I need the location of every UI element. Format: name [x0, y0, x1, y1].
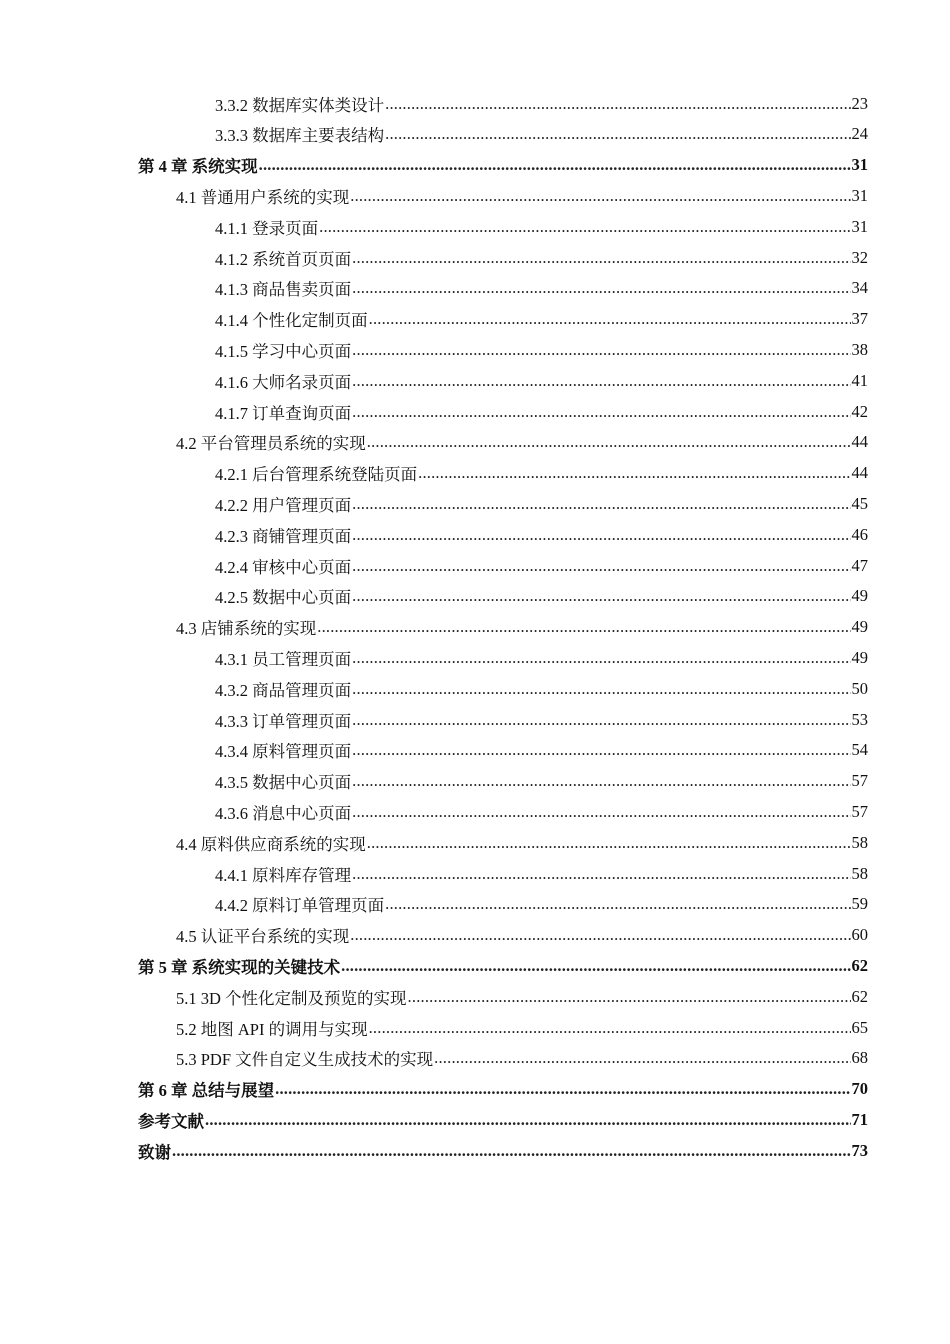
- toc-entry[interactable]: [138, 950, 868, 981]
- toc-entry-page-number: 50: [851, 678, 868, 698]
- toc-entry-page-number: 57: [851, 801, 868, 821]
- toc-dot-leader: [352, 340, 850, 360]
- toc-dot-leader: [352, 371, 850, 391]
- toc-entry[interactable]: [215, 673, 868, 704]
- toc-entry-title: 5.3 PDF 文件自定义生成技术的实现: [176, 1050, 434, 1070]
- toc-entry[interactable]: [215, 642, 868, 673]
- toc-entry-title: 3.3.3 数据库主要表结构: [215, 126, 385, 146]
- toc-entry-title: 4.3.3 订单管理页面: [215, 711, 352, 731]
- toc-entry-page-number: 45: [851, 493, 868, 513]
- toc-entry-page-number: 44: [851, 463, 868, 483]
- toc-entry[interactable]: [215, 211, 868, 242]
- toc-entry-page-number: 44: [851, 432, 868, 452]
- toc-entry[interactable]: [215, 858, 868, 889]
- toc-dot-leader: [352, 525, 850, 545]
- toc-entry-title: 4.2.2 用户管理页面: [215, 495, 352, 515]
- toc-entry-title: 第 6 章 总结与展望: [138, 1081, 275, 1101]
- toc-entry-title: 4.1.6 大师名录页面: [215, 372, 352, 392]
- toc-entry-title: 4.3 店铺系统的实现: [176, 619, 317, 639]
- toc-entry-page-number: 31: [851, 155, 868, 175]
- toc-entry-title: 4.5 认证平台系统的实现: [176, 927, 350, 947]
- toc-entry-page-number: 49: [851, 617, 868, 637]
- toc-dot-leader: [350, 925, 850, 945]
- toc-entry-title: 4.2.5 数据中心页面: [215, 588, 352, 608]
- toc-dot-leader: [350, 186, 850, 206]
- toc-entry-title: 4.1.1 登录页面: [215, 218, 319, 238]
- toc-dot-leader: [172, 1141, 851, 1161]
- toc-dot-leader: [352, 771, 850, 791]
- toc-entry-title: 4.2.1 后台管理系统登陆页面: [215, 465, 418, 485]
- toc-dot-leader: [352, 864, 850, 884]
- toc-entry-page-number: 53: [851, 709, 868, 729]
- toc-entry-page-number: 32: [851, 247, 868, 267]
- toc-entry-page-number: 54: [851, 740, 868, 760]
- toc-entry[interactable]: [215, 88, 868, 119]
- toc-entry-title: 4.3.1 员工管理页面: [215, 649, 352, 669]
- toc-entry-page-number: 37: [851, 309, 868, 329]
- toc-entry[interactable]: [176, 180, 868, 211]
- toc-dot-leader: [352, 802, 850, 822]
- toc-entry-title: 5.2 地图 API 的调用与实现: [176, 1019, 368, 1039]
- toc-entry[interactable]: [215, 550, 868, 581]
- toc-entry[interactable]: [176, 1012, 868, 1043]
- toc-dot-leader: [352, 679, 850, 699]
- toc-entry[interactable]: [215, 242, 868, 273]
- toc-entry-page-number: 49: [851, 647, 868, 667]
- toc-dot-leader: [352, 556, 850, 576]
- toc-entry-page-number: 68: [851, 1048, 868, 1068]
- toc-entry[interactable]: [215, 519, 868, 550]
- toc-entry-title: 4.3.4 原料管理页面: [215, 742, 352, 762]
- toc-dot-leader: [418, 463, 850, 483]
- toc-entry-title: 4.1.3 商品售卖页面: [215, 280, 352, 300]
- toc-entry-page-number: 65: [851, 1017, 868, 1037]
- toc-entry[interactable]: [176, 827, 868, 858]
- toc-dot-leader: [319, 217, 850, 237]
- toc-dot-leader: [369, 1018, 851, 1038]
- toc-entry-title: 4.4.1 原料库存管理: [215, 865, 352, 885]
- toc-entry-title: 4.2.4 审核中心页面: [215, 557, 352, 577]
- toc-entry[interactable]: [215, 488, 868, 519]
- toc-dot-leader: [352, 278, 850, 298]
- toc-entry[interactable]: [176, 920, 868, 951]
- toc-dot-leader: [385, 94, 850, 114]
- toc-dot-leader: [352, 710, 850, 730]
- toc-dot-leader: [352, 648, 850, 668]
- toc-entry-title: 4.4 原料供应商系统的实现: [176, 834, 366, 854]
- toc-entry-page-number: 24: [851, 124, 868, 144]
- toc-entry-title: 4.2.3 商铺管理页面: [215, 526, 352, 546]
- toc-entry-page-number: 58: [851, 832, 868, 852]
- toc-entry[interactable]: [215, 889, 868, 920]
- toc-entry[interactable]: [215, 735, 868, 766]
- toc-dot-leader: [385, 124, 850, 144]
- toc-entry[interactable]: [176, 981, 868, 1012]
- toc-entry-page-number: 42: [851, 401, 868, 421]
- toc-entry-page-number: 31: [851, 216, 868, 236]
- toc-entry-page-number: 49: [851, 586, 868, 606]
- toc-dot-leader: [352, 248, 850, 268]
- toc-entry-page-number: 59: [851, 894, 868, 914]
- toc-dot-leader: [367, 432, 851, 452]
- toc-entry-page-number: 70: [851, 1079, 868, 1099]
- toc-entry[interactable]: [215, 334, 868, 365]
- toc-entry[interactable]: [138, 150, 868, 181]
- toc-entry-title: 4.3.2 商品管理页面: [215, 680, 352, 700]
- toc-dot-leader: [369, 309, 851, 329]
- toc-entry-title: 4.1.4 个性化定制页面: [215, 311, 368, 331]
- toc-entry-page-number: 34: [851, 278, 868, 298]
- toc-entry[interactable]: [215, 796, 868, 827]
- toc-entry-title: 4.1.5 学习中心页面: [215, 341, 352, 361]
- toc-entry[interactable]: [215, 119, 868, 150]
- toc-entry-page-number: 58: [851, 863, 868, 883]
- toc-entry-title: 4.2 平台管理员系统的实现: [176, 434, 366, 454]
- toc-entry-title: 第 5 章 系统实现的关键技术: [138, 957, 341, 977]
- toc-dot-leader: [352, 586, 850, 606]
- toc-dot-leader: [385, 894, 850, 914]
- toc-dot-leader: [367, 833, 851, 853]
- toc-entry-page-number: 57: [851, 771, 868, 791]
- toc-entry-title: 4.3.6 消息中心页面: [215, 803, 352, 823]
- toc-entry[interactable]: [215, 396, 868, 427]
- toc-entry-title: 致谢: [138, 1142, 171, 1162]
- toc-entry[interactable]: [215, 304, 868, 335]
- toc-dot-leader: [434, 1048, 850, 1068]
- toc-entry[interactable]: [215, 581, 868, 612]
- toc-dot-leader: [317, 617, 850, 637]
- toc-dot-leader: [259, 155, 851, 175]
- toc-entry-page-number: 46: [851, 524, 868, 544]
- toc-entry[interactable]: [138, 1074, 868, 1105]
- toc-entry-title: 4.1.2 系统首页页面: [215, 249, 352, 269]
- toc-entry-title: 4.1 普通用户系统的实现: [176, 187, 350, 207]
- toc-entry-title: 4.3.5 数据中心页面: [215, 773, 352, 793]
- toc-entry-page-number: 38: [851, 339, 868, 359]
- toc-dot-leader: [352, 740, 850, 760]
- toc-entry-title: 第 4 章 系统实现: [138, 157, 258, 177]
- toc-entry-title: 3.3.2 数据库实体类设计: [215, 95, 385, 115]
- toc-entry[interactable]: [176, 612, 868, 643]
- toc-entry-page-number: 23: [851, 93, 868, 113]
- toc-entry[interactable]: [215, 365, 868, 396]
- toc-entry[interactable]: [138, 1135, 868, 1166]
- toc-entry[interactable]: [215, 704, 868, 735]
- toc-entry[interactable]: [176, 427, 868, 458]
- toc-entry[interactable]: [215, 273, 868, 304]
- toc-entry-page-number: 62: [851, 955, 868, 975]
- toc-entry-page-number: 60: [851, 925, 868, 945]
- toc-dot-leader: [275, 1079, 850, 1099]
- toc-entry-title: 4.4.2 原料订单管理页面: [215, 896, 385, 916]
- toc-entry-page-number: 31: [851, 185, 868, 205]
- toc-dot-leader: [205, 1110, 851, 1130]
- toc-entry-page-number: 73: [851, 1140, 868, 1160]
- toc-entry[interactable]: [215, 766, 868, 797]
- toc-entry-page-number: 47: [851, 555, 868, 575]
- toc-entry-page-number: 71: [851, 1109, 868, 1129]
- toc-entry[interactable]: [176, 1043, 868, 1074]
- toc-dot-leader: [352, 402, 850, 422]
- toc-entry-page-number: 62: [851, 986, 868, 1006]
- toc-entry-title: 参考文献: [138, 1111, 204, 1131]
- toc-dot-leader: [352, 494, 850, 514]
- toc-dot-leader: [341, 956, 850, 976]
- toc-dot-leader: [408, 987, 851, 1007]
- toc-entry[interactable]: [215, 458, 868, 489]
- toc-entry-page-number: 41: [851, 370, 868, 390]
- toc-entry[interactable]: [138, 1104, 868, 1135]
- toc-entry-title: 5.1 3D 个性化定制及预览的实现: [176, 988, 407, 1008]
- toc-entry-title: 4.1.7 订单查询页面: [215, 403, 352, 423]
